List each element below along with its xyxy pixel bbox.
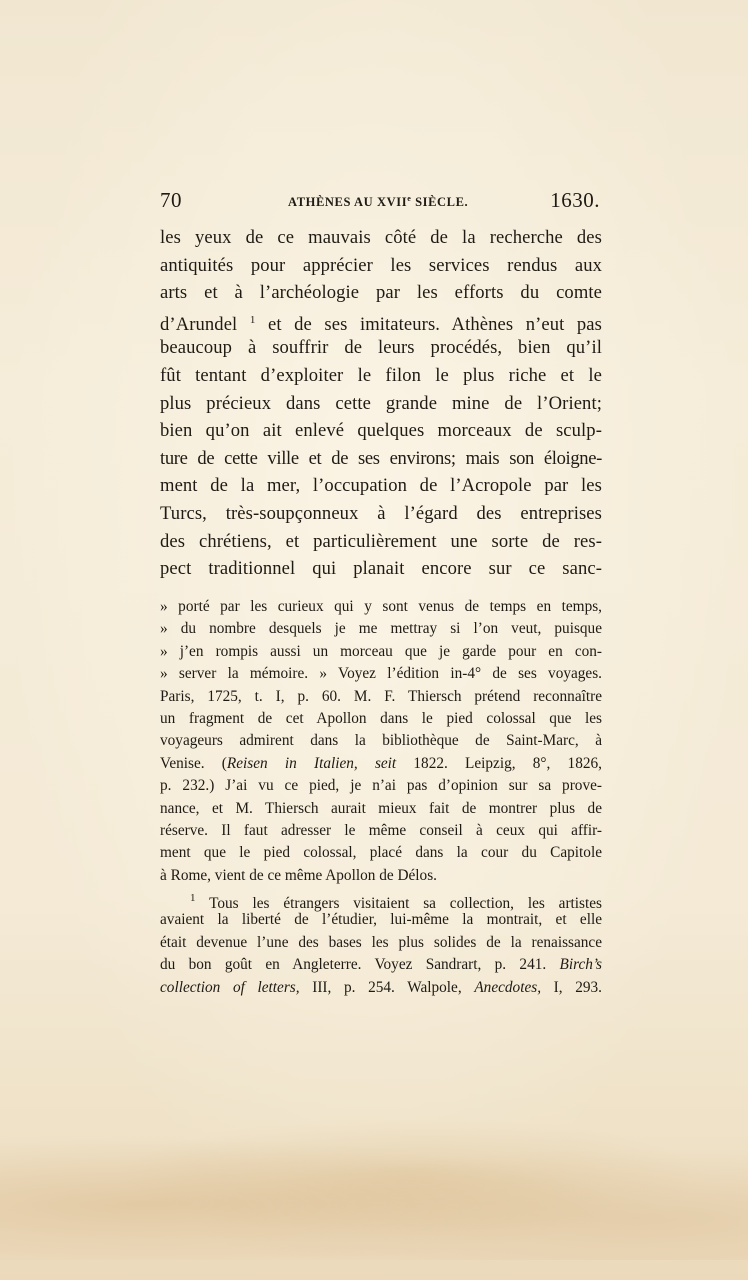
footnote-line: Venise. (Reisen in Italien, seit 1822. Leipzig, 8°, 1826, [160, 754, 602, 772]
text-line: beaucoup à souffrir de leurs procédés, bien qu’il [160, 337, 602, 359]
text-line: antiquités pour apprécier les services rendus aux [160, 254, 602, 276]
footnote-line: voyageurs admirent dans la bibliothèque de Saint-Marc, à [160, 732, 602, 750]
footnotes [160, 596, 602, 999]
italic-title: Birch’s [559, 956, 602, 974]
footnote-line: réserve. Il faut adresser le même conseil à ceux qui affir- [160, 821, 602, 839]
text-line: arts et à l’archéologie par les efforts du comte [160, 282, 602, 304]
text-line: Turcs, très-soupçonneux à l’égard des entreprises [160, 502, 602, 524]
footnote-line: » porté par les curieux qui y sont venus de temps en temps, [160, 598, 602, 615]
text-line: d’Arundel $^1$ et de ses imitateurs. Athènes n’eut pas [160, 313, 602, 335]
footnote-line: $^1$ Tous les étrangers visitaient sa collection, les artistes [190, 892, 602, 913]
footnote-reference: 1 [249, 313, 256, 326]
italic-title: Reisen in Italien, seit [226, 754, 397, 772]
footnote-line: du bon goût en Angleterre. Voyez Sandrart, p. 241. Birch’s [160, 956, 602, 974]
page-number: 70 [160, 188, 182, 212]
text-line: bien qu’on ait enlevé quelques morceaux de sculp- [160, 420, 602, 442]
footnote-line: Paris, 1725, t. I, p. 60. M. F. Thiersch prétend reconnaître [160, 687, 602, 705]
text-line: plus précieux dans cette grande mine de l’Orient; [160, 392, 602, 414]
italic-title: collection of letters, [160, 978, 300, 996]
footnote-line: p. 232.) J’ai vu ce pied, je n’ai pas d’opinion sur sa prove- [160, 777, 602, 795]
footnote-line: était devenue l’une des bases les plus solides de la renaissance [160, 933, 602, 951]
footnote-line: nance, et M. Thiersch aurait mieux fait de montrer plus de [160, 799, 602, 817]
footnote-line: ment que le pied colossal, placé dans la cour du Capitole [160, 844, 602, 862]
text-line: ment de la mer, l’occupation de l’Acropole par les [160, 475, 602, 497]
paper-stain [0, 1120, 748, 1260]
italic-title: Anecdotes, [474, 978, 542, 996]
text-line: les yeux de ce mauvais côté de la recherche des [160, 227, 602, 248]
footnote-line: un fragment de cet Apollon dans le pied colossal que les [160, 709, 602, 727]
footnote-line: » du nombre desquels je me mettray si l’on veut, puisque [160, 620, 602, 638]
text-line: des chrétiens, et particulièrement une sorte de res- [160, 530, 602, 552]
main-text [160, 224, 602, 583]
footnote-line: avaient la liberté de l’étudier, lui-même la montrait, et elle [160, 911, 602, 929]
footnote-line: collection of letters, III, p. 254. Walpole, Anecdotes, I, 293. [160, 978, 603, 996]
footnote-line: » j’en rompis aussi un morceau que je garde pour en con- [160, 642, 602, 660]
year-heading: 1630. [550, 188, 600, 212]
text-line: fût tentant d’exploiter le filon le plus riche et le [160, 364, 602, 386]
footnote-line: à Rome, vient de ce même Apollon de Délos. [160, 866, 437, 884]
text-line: ture de cette ville et de ses environs; mais son éloigne- [160, 447, 602, 469]
footnote-number: 1 [190, 892, 196, 905]
footnote-line: » server la mémoire. » Voyez l’édition in-4° de ses voyages. [160, 665, 602, 683]
running-header [160, 188, 600, 216]
text-line: pect traditionnel qui planait encore sur ce sanc- [160, 558, 602, 580]
running-title: ATHÈNES AU XVIIe SIÈCLE. [288, 194, 469, 209]
